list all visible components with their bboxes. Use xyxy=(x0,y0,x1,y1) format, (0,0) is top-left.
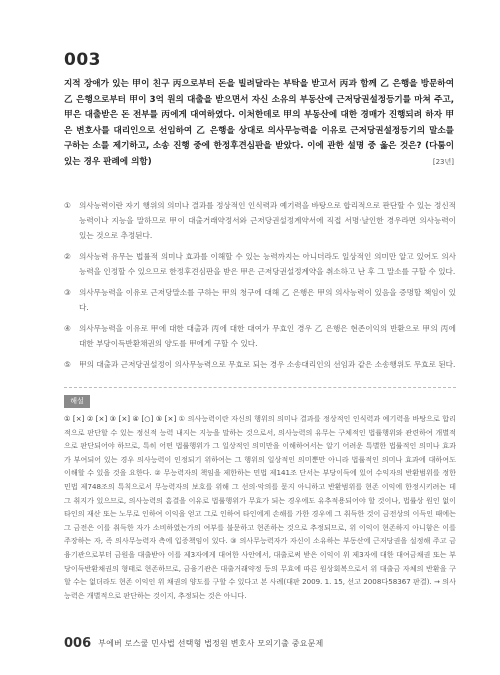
option-text: 의사무능력을 이유로 근저당말소를 구하는 甲의 청구에 대해 乙 은행은 甲의 의사능력이 있음을 증명할 책임이 있다. xyxy=(79,288,456,312)
option-number: ④ xyxy=(64,324,71,333)
explanation-badge: 해설 xyxy=(64,395,90,408)
section-divider xyxy=(64,387,456,388)
explanation-body xyxy=(64,412,456,602)
option-5 xyxy=(64,357,456,372)
option-4 xyxy=(64,321,456,351)
option-3 xyxy=(64,285,456,315)
option-text: 의사무능력을 이유로 甲에 대한 대출과 丙에 대한 대여가 무효인 경우 乙 은행은 현존이익의 반환으로 甲의 丙에 대한 부당이득반환채권의 양도를 甲에게 구할 수 있다. xyxy=(79,324,456,348)
question-stem xyxy=(64,77,454,171)
option-2 xyxy=(64,249,456,279)
question-source: [23년] xyxy=(432,157,454,166)
answer-marks: ① [×] ② [×] ③ [×] ④ [○] ⑤ [×] xyxy=(64,414,177,423)
question-number: 003 xyxy=(64,50,101,70)
option-number: ⑤ xyxy=(64,360,71,369)
option-text: 의사능력이란 자기 행위의 의미나 결과를 정상적인 인식력과 예기력을 바탕으로 합리적으로 판단할 수 있는 정신적 능력이나 지능을 말하므로 甲이 대출거래약정서와 근저당권설정계약서에 직접 서명·날인한 경우라면 의사능력이 있는 것으로 추정된다. xyxy=(79,201,456,240)
option-number: ① xyxy=(64,201,71,210)
explanation-text: ① 의사능력이란 자신의 행위의 의미나 결과를 정상적인 인식력과 예기력을 바탕으로 합리적으로 판단할 수 있는 정신적 능력 내지는 지능을 말하는 것으로서, 의사능력의 유무는 구체적인 법률행위와 관련하여 개별적으로 판단되어야 하므로, 특히 어떤 법률행위가 그 일상적인 의미만을 이해하여서는 알기 어려운 특별한 법률적인 의미나 효과가 부여되어 있는 경우 의사능력이 인정되기 위하여는 그 행위의 일상적인 의미뿐만 아니라 법률적인 의미나 효과에 대하여도 이해할 수 있을 것을 요한다. ② 무능력자의 책임을 제한하는 민법 제141조 단서는 부당이득에 있어 수익자의 반환범위를 정한 민법 제748조의 특칙으로서 무능력자의 보호를 위해 그 선의·악의를 묻지 아니하고 반환범위를 현존 이익에 한정시키려는 데 그 취지가 있으므로, 의사능력의 흠결을 이유로 법률행위가 무효가 되는 경우에도 유추적용되어야 할 것이나, 법률상 원인 없이 타인의 재산 또는 노무로 인하여 이익을 얻고 그로 인하여 타인에게 손해를 가한 경우에 그 취득한 것이 금전상의 이득인 때에는 그 금전은 이를 취득한 자가 소비하였는가의 여부를 불문하고 현존하는 것으로 추정되므로, 위 이익이 현존하지 아니함은 이를 주장하는 자, 즉 의사무능력자 측에 입증책임이 있다. ③ 의사무능력자가 자신이 소유하는 부동산에 근저당권을 설정해 주고 금융기관으로부터 금원을 대출받아 이를 제3자에게 대여한 사안에서, 대출로써 받은 이익이 위 제3자에 대한 대여금채권 또는 부당이득반환채권의 형태로 현존하므로, 금융기관은 대출거래약정 등의 무효에 따른 원상회복으로서 위 대출금 자체의 반환을 구할 수는 없더라도 현존 이익인 위 채권의 양도를 구할 수 있다고 본 사례(대판 2009. 1. 15, 선고 2008다58367 판결). → 의사능력은 개별적으로 판단하는 것이지, 추정되는 것은 아니다. xyxy=(64,414,456,600)
answer-options xyxy=(64,198,456,378)
page-number: 006 xyxy=(64,636,92,651)
option-text: 의사능력 유무는 법률적 의미나 효과를 이해할 수 있는 능력까지는 아니더라도 일상적인 의미만 알고 있어도 의사능력을 인정할 수 있으므로 한정후견심판을 받은 甲은 근저당권설정계약을 취소하고 난 후 그 말소를 구할 수 있다. xyxy=(79,252,456,276)
question-text: 지적 장애가 있는 甲이 친구 丙으로부터 돈을 빌려달라는 부탁을 받고서 丙과 함께 乙 은행을 방문하여 乙 은행으로부터 甲이 3억 원의 대출을 받으면서 자신 소유의 부동산에 근저당권설정등기를 마쳐 주고, 甲은 대출받은 돈 전부를 丙에게 대여하였다. 이처한데로 甲의 부동산에 대한 경매가 진행되려 하자 甲은 변호사를 대리인으로 선임하여 乙 은행을 상대로 의사무능력을 이유로 근저당권설정등기의 말소를 구하는 소를 제기하고, 소송 진행 중에 한정후견심판을 받았다. 이에 관한 설명 중 옳은 것은? (다툼이 있는 경우 판례에 의함) xyxy=(64,79,454,167)
footer-title: 부에버 로스쿨 민사법 선택형 법정원 변호사 모의기출 중요문제 xyxy=(98,639,324,648)
option-text: 甲의 대출과 근저당권설정이 의사무능력으로 무효로 되는 경우 소송대리인의 선임과 같은 소송행위도 무효로 된다. xyxy=(79,360,456,369)
option-1 xyxy=(64,198,456,243)
page-footer xyxy=(64,636,323,651)
option-number: ③ xyxy=(64,288,71,297)
option-number: ② xyxy=(64,252,71,261)
